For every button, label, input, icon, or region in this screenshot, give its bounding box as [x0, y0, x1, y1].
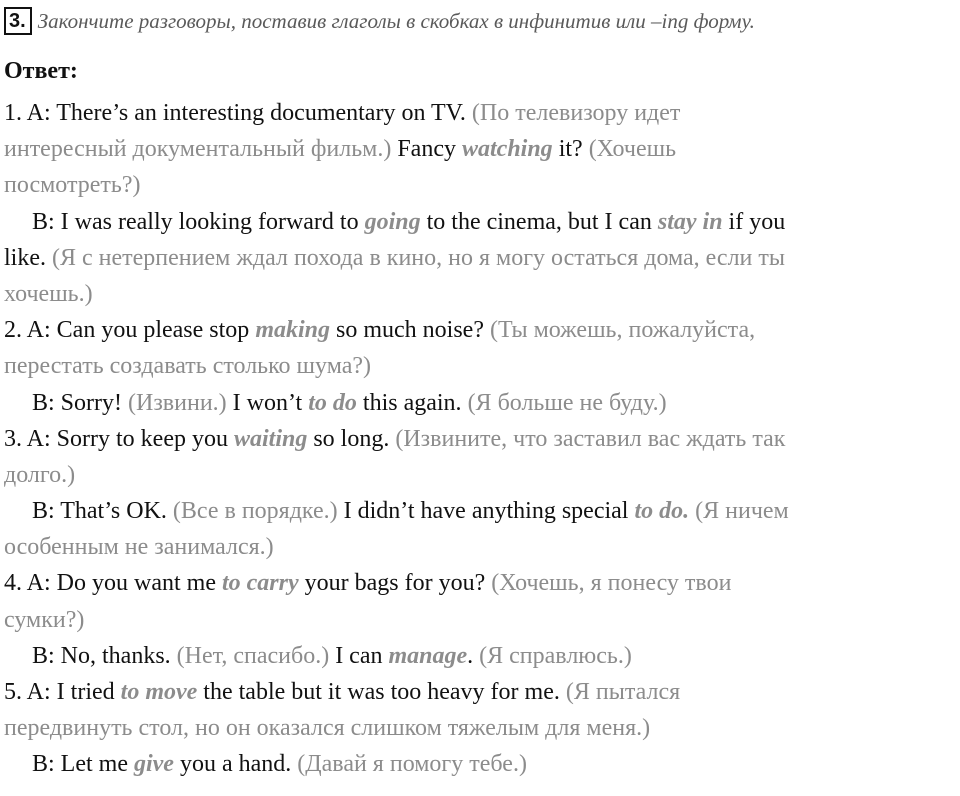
translation-text: (Давай я помогу тебе.): [297, 751, 527, 778]
translation-text: долго.): [4, 461, 76, 488]
answer-line: [4, 95, 954, 131]
dialogue-text: I can: [329, 642, 389, 669]
answer-line: [4, 710, 954, 746]
answer-verb: to do.: [634, 498, 690, 525]
answer-line: [4, 638, 954, 674]
answer-label: Ответ:: [4, 58, 78, 84]
dialogue-text: so long.: [307, 425, 396, 452]
translation-text: (Нет, спасибо.): [176, 642, 330, 669]
dialogue-text: you a hand.: [173, 751, 298, 778]
answer-verb: to carry: [221, 570, 299, 597]
answer-verb: to do: [308, 389, 357, 416]
dialogue-text: 5. A: I tried: [4, 679, 121, 705]
answer-line: [4, 674, 954, 710]
translation-text: (Я справлюсь.): [479, 642, 632, 669]
dialogue-text: Fancy: [391, 136, 462, 163]
answer-verb: give: [133, 751, 174, 778]
dialogue-text: your bags for you?: [298, 570, 492, 597]
answer-verb: manage: [388, 642, 468, 669]
dialogue-text: to the cinema, but I can: [420, 208, 658, 235]
dialogue-text: like.: [4, 244, 52, 271]
answer-line: [4, 312, 954, 348]
dialogue-text: I won’t: [226, 389, 309, 416]
translation-text: передвинуть стол, но он оказался слишком тяжелым для меня.): [4, 715, 651, 742]
translation-text: (Я с нетерпением ждал похода в кино, но я могу остаться дома, если ты: [52, 244, 785, 271]
translation-text: (По телевизору идет: [471, 100, 681, 126]
translation-text: (Извини.): [128, 389, 227, 416]
translation-text: сумки?): [4, 606, 85, 633]
dialogue-text: it?: [552, 136, 589, 163]
answer-line: [4, 385, 954, 421]
dialogue-text: the table but it was too heavy for me.: [197, 679, 566, 705]
answer-line: [4, 421, 954, 457]
dialogue-text: B: I was really looking forward to: [32, 208, 365, 235]
dialogue-text: B: That’s OK.: [32, 498, 173, 525]
translation-text: посмотреть?): [4, 172, 141, 199]
task-header: [4, 6, 954, 36]
dialogue-text: so much noise?: [330, 317, 490, 344]
dialogue-text: B: Let me: [32, 751, 134, 778]
answer-body: [4, 95, 954, 783]
translation-text: интересный документальный фильм.): [4, 136, 392, 163]
answer-line: [4, 240, 954, 276]
translation-text: (Я пытался: [565, 679, 681, 705]
translation-text: хочешь.): [4, 280, 93, 307]
answer-line: [4, 565, 954, 601]
dialogue-text: 4. A: Do you want me: [4, 570, 222, 597]
dialogue-text: B: Sorry!: [32, 389, 128, 416]
answer-line: [4, 746, 954, 782]
answer-verb: stay in: [657, 208, 723, 235]
translation-text: перестать создавать столько шума?): [4, 353, 372, 380]
translation-text: (Хочешь, я понесу твои: [491, 570, 732, 597]
task-number: 3.: [4, 7, 32, 35]
dialogue-text: I didn’t have anything special: [337, 498, 635, 525]
answer-verb: watching: [461, 136, 553, 163]
translation-text: особенным не занимался.): [4, 534, 274, 561]
translation-text: (Ты можешь, пожалуйста,: [489, 317, 756, 344]
dialogue-text: this again.: [356, 389, 468, 416]
answer-line: [4, 348, 954, 384]
dialogue-text: 3. A: Sorry to keep you: [4, 425, 234, 452]
answer-line: [4, 131, 954, 167]
translation-text: (Все в порядке.): [172, 498, 338, 525]
task-instruction: Закончите разговоры, поставив глаголы в скобках в инфинитив или –ing форму.: [37, 9, 755, 33]
dialogue-text: if you: [722, 208, 786, 235]
exercise-page: [4, 6, 954, 783]
dialogue-text: 2. A: Can you please stop: [4, 317, 256, 344]
answer-line: [4, 167, 954, 203]
answer-line: [4, 204, 954, 240]
answer-line: [4, 602, 954, 638]
translation-text: (Хочешь: [588, 136, 677, 163]
translation-text: (Я больше не буду.): [467, 389, 667, 416]
answer-line: [4, 457, 954, 493]
answer-line: [4, 493, 954, 529]
translation-text: (Извините, что заставил вас ждать так: [395, 425, 786, 452]
answer-verb: waiting: [233, 425, 308, 452]
answer-line: [4, 529, 954, 565]
answer-line: [4, 276, 954, 312]
dialogue-text: B: No, thanks.: [32, 642, 177, 669]
answer-verb: to move: [120, 679, 198, 705]
answer-verb: going: [364, 208, 421, 235]
dialogue-text: 1. A: There’s an interesting documentary on TV.: [4, 100, 472, 126]
translation-text: (Я ничем: [695, 498, 789, 525]
answer-verb: making: [255, 317, 330, 344]
dialogue-text: .: [467, 642, 480, 669]
